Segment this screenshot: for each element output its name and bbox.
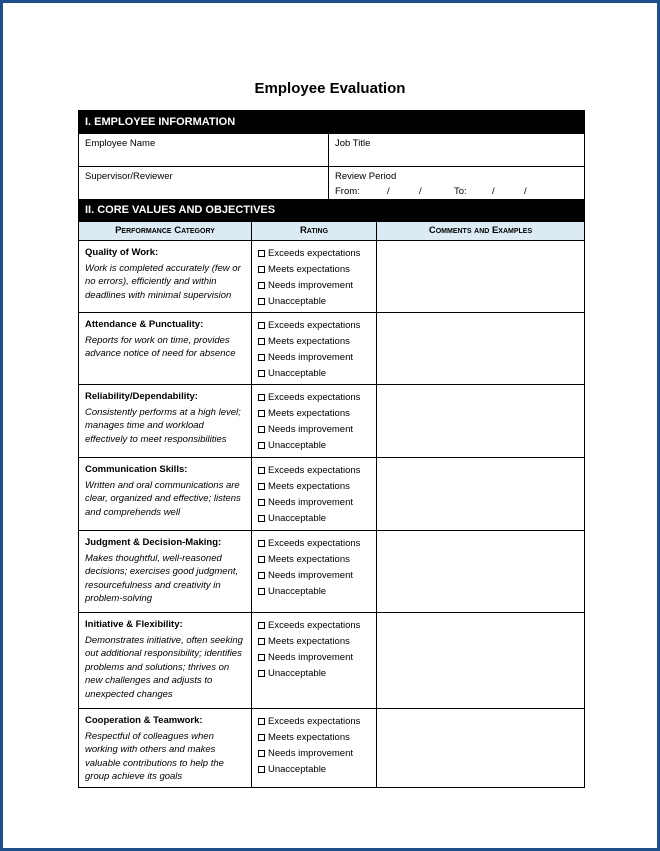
table-row xyxy=(79,530,584,612)
rating-option-label: Meets expectations xyxy=(268,553,350,565)
rating-option-label: Needs improvement xyxy=(268,351,354,363)
to-date-sep-2: / xyxy=(524,186,527,197)
rating-checkbox[interactable] xyxy=(258,442,265,449)
category-name: Communication Skills: xyxy=(85,464,188,475)
table-row xyxy=(79,612,584,708)
category-description: Makes thoughtful, well-reasoned decisions; exercises good judgment, resourcefulness and creativity in problem-solving xyxy=(85,552,239,605)
supervisor-label: Supervisor/Reviewer xyxy=(85,171,173,182)
rating-option-label: Unacceptable xyxy=(268,439,327,451)
section-core-values: II. CORE VALUES AND OBJECTIVES xyxy=(79,199,584,221)
col-rating: Rating xyxy=(252,222,377,240)
category-cell xyxy=(79,241,252,312)
page-title: Employee Evaluation xyxy=(254,80,406,97)
rating-option-label: Meets expectations xyxy=(268,731,350,743)
rating-option xyxy=(258,761,370,777)
rating-checkbox[interactable] xyxy=(258,734,265,741)
category-name: Quality of Work: xyxy=(85,247,159,258)
rating-checkbox[interactable] xyxy=(258,515,265,522)
rating-checkbox[interactable] xyxy=(258,266,265,273)
category-cell xyxy=(79,385,252,457)
rating-checkbox[interactable] xyxy=(258,483,265,490)
category-name: Reliability/Dependability: xyxy=(85,391,198,402)
rating-checkbox[interactable] xyxy=(258,750,265,757)
employee-name-field[interactable] xyxy=(79,134,329,166)
rating-option-label: Needs improvement xyxy=(268,496,354,508)
rating-option-label: Unacceptable xyxy=(268,585,327,597)
evaluation-form xyxy=(78,110,585,788)
rating-option xyxy=(258,317,370,333)
category-description: Written and oral communications are clear, organized and effective; listens and comprehends well xyxy=(85,479,241,518)
category-name: Judgment & Decision-Making: xyxy=(85,537,222,548)
rating-option xyxy=(258,583,370,599)
rating-checkbox[interactable] xyxy=(258,654,265,661)
rating-option xyxy=(258,510,370,526)
col-performance-category: Performance Category xyxy=(79,222,252,240)
rating-option xyxy=(258,333,370,349)
rating-cell xyxy=(252,613,377,708)
info-row-name-title xyxy=(79,133,584,166)
job-title-field[interactable] xyxy=(329,134,584,166)
rating-option-label: Unacceptable xyxy=(268,295,327,307)
rating-option xyxy=(258,421,370,437)
col-comments: Comments and Examples xyxy=(428,225,533,236)
comments-cell[interactable] xyxy=(377,709,584,787)
rating-option-label: Unacceptable xyxy=(268,512,327,524)
rating-option xyxy=(258,494,370,510)
category-cell xyxy=(79,613,252,708)
rating-option-label: Unacceptable xyxy=(268,763,327,775)
rating-checkbox[interactable] xyxy=(258,588,265,595)
comments-cell[interactable] xyxy=(377,531,584,612)
rating-option xyxy=(258,567,370,583)
category-description: Demonstrates initiative, often seeking out additional responsibility; identifies problems and solutions; thrives on new challenges and adjusts to unexpected changes xyxy=(85,634,243,700)
category-name: Initiative & Flexibility: xyxy=(85,619,183,630)
rating-option-label: Needs improvement xyxy=(268,569,354,581)
comments-cell[interactable] xyxy=(377,313,584,384)
rating-option-label: Needs improvement xyxy=(268,279,354,291)
rating-cell xyxy=(252,709,377,787)
rating-option-label: Meets expectations xyxy=(268,407,350,419)
rating-checkbox[interactable] xyxy=(258,670,265,677)
to-date-sep-1: / xyxy=(492,186,495,197)
comments-cell[interactable] xyxy=(377,241,584,312)
rating-option xyxy=(258,665,370,681)
rating-checkbox[interactable] xyxy=(258,572,265,579)
rating-option-label: Meets expectations xyxy=(268,335,350,347)
rating-cell xyxy=(252,241,377,312)
rating-checkbox[interactable] xyxy=(258,338,265,345)
rating-option xyxy=(258,437,370,453)
review-period-dates xyxy=(335,186,578,197)
table-header xyxy=(79,221,584,240)
table-row xyxy=(79,708,584,787)
review-period-field[interactable] xyxy=(329,167,584,199)
rating-option-label: Exceeds expectations xyxy=(268,715,361,727)
category-name: Cooperation & Teamwork: xyxy=(85,715,203,726)
rating-option xyxy=(258,633,370,649)
rating-option-label: Exceeds expectations xyxy=(268,464,361,476)
table-row xyxy=(79,384,584,457)
from-date-sep-2: / xyxy=(419,186,422,197)
rating-option-label: Exceeds expectations xyxy=(268,619,361,631)
rating-checkbox[interactable] xyxy=(258,410,265,417)
from-label: From: xyxy=(335,186,360,197)
employee-name-label: Employee Name xyxy=(85,138,156,149)
rating-option xyxy=(258,617,370,633)
supervisor-field[interactable] xyxy=(79,167,329,199)
rating-option xyxy=(258,293,370,309)
category-cell xyxy=(79,709,252,787)
rating-checkbox[interactable] xyxy=(258,638,265,645)
table-row xyxy=(79,457,584,530)
rating-option-label: Meets expectations xyxy=(268,263,350,275)
rating-cell xyxy=(252,531,377,612)
rating-option xyxy=(258,349,370,365)
rating-checkbox[interactable] xyxy=(258,298,265,305)
rating-option xyxy=(258,478,370,494)
rating-option-label: Unacceptable xyxy=(268,367,327,379)
review-period-label: Review Period xyxy=(335,171,397,182)
rating-checkbox[interactable] xyxy=(258,250,265,257)
rating-option xyxy=(258,462,370,478)
comments-cell[interactable] xyxy=(377,613,584,708)
rating-checkbox[interactable] xyxy=(258,540,265,547)
category-cell xyxy=(79,313,252,384)
rating-checkbox[interactable] xyxy=(258,394,265,401)
category-description: Respectful of colleagues when working with others and makes valuable contributions to help the group achieve its goals xyxy=(85,730,224,783)
comments-cell[interactable] xyxy=(377,458,584,530)
rating-option xyxy=(258,713,370,729)
rating-option xyxy=(258,729,370,745)
rating-checkbox[interactable] xyxy=(258,370,265,377)
rating-option xyxy=(258,649,370,665)
rating-option xyxy=(258,535,370,551)
category-cell xyxy=(79,531,252,612)
rating-option-label: Needs improvement xyxy=(268,747,354,759)
rating-checkbox[interactable] xyxy=(258,622,265,629)
rating-option xyxy=(258,277,370,293)
rating-option-label: Exceeds expectations xyxy=(268,391,361,403)
category-description: Reports for work on time, provides advance notice of need for absence xyxy=(85,334,236,360)
rating-checkbox[interactable] xyxy=(258,766,265,773)
table-row xyxy=(79,312,584,384)
rating-checkbox[interactable] xyxy=(258,499,265,506)
rating-checkbox[interactable] xyxy=(258,426,265,433)
section-employee-information: I. EMPLOYEE INFORMATION xyxy=(79,111,584,133)
rating-option-label: Needs improvement xyxy=(268,423,354,435)
rating-cell xyxy=(252,458,377,530)
rating-option xyxy=(258,745,370,761)
evaluation-rows xyxy=(79,240,584,787)
category-name: Attendance & Punctuality: xyxy=(85,319,204,330)
category-description: Work is completed accurately (few or no errors), efficiently and within deadlines with minimal supervision xyxy=(85,262,241,301)
rating-option-label: Needs improvement xyxy=(268,651,354,663)
comments-cell[interactable] xyxy=(377,385,584,457)
rating-cell xyxy=(252,385,377,457)
rating-cell xyxy=(252,313,377,384)
rating-option-label: Exceeds expectations xyxy=(268,537,361,549)
job-title-label: Job Title xyxy=(335,138,371,149)
from-date-sep-1: / xyxy=(387,186,390,197)
rating-checkbox[interactable] xyxy=(258,354,265,361)
rating-checkbox[interactable] xyxy=(258,556,265,563)
rating-checkbox[interactable] xyxy=(258,282,265,289)
rating-option xyxy=(258,365,370,381)
rating-checkbox[interactable] xyxy=(258,718,265,725)
rating-checkbox[interactable] xyxy=(258,467,265,474)
rating-option xyxy=(258,245,370,261)
rating-option-label: Exceeds expectations xyxy=(268,319,361,331)
rating-checkbox[interactable] xyxy=(258,322,265,329)
rating-option-label: Unacceptable xyxy=(268,667,327,679)
category-description: Consistently performs at a high level; manages time and workload effectively to meet responsibilities xyxy=(85,406,241,445)
rating-option-label: Exceeds expectations xyxy=(268,247,361,259)
to-label: To: xyxy=(454,186,467,197)
info-row-supervisor-period xyxy=(79,166,584,199)
table-row xyxy=(79,240,584,312)
rating-option xyxy=(258,261,370,277)
rating-option-label: Meets expectations xyxy=(268,480,350,492)
rating-option xyxy=(258,389,370,405)
category-cell xyxy=(79,458,252,530)
rating-option-label: Meets expectations xyxy=(268,635,350,647)
rating-option xyxy=(258,405,370,421)
rating-option xyxy=(258,551,370,567)
